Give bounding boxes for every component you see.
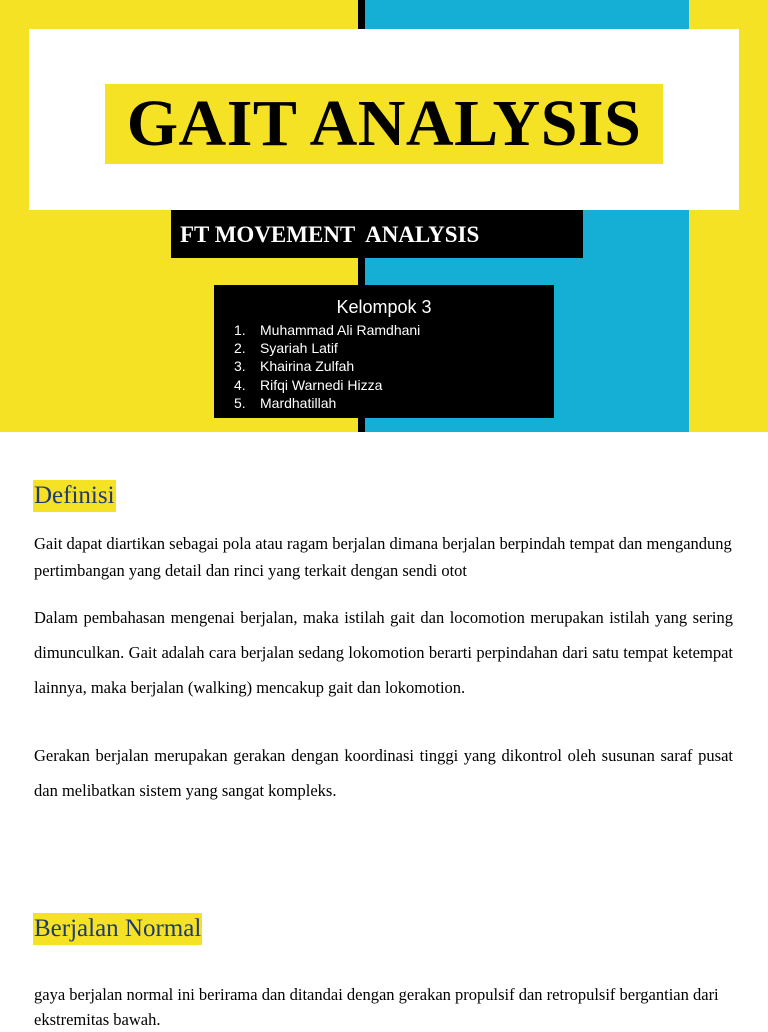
list-number: 3. [234, 358, 246, 375]
list-item [234, 357, 420, 375]
group-title: Kelompok 3 [336, 297, 432, 317]
list-item [234, 321, 420, 339]
paragraph-definition: Gait dapat diartikan sebagai pola atau ragam berjalan dimana berjalan berpindah tempat dan mengandung pertimbangan yang detail dan rinci yang terkait dengan sendi otot [34, 534, 732, 580]
member-name: Syariah Latif [260, 340, 338, 357]
member-name: Rifqi Warnedi Hizza [260, 376, 383, 393]
page-title: GAIT ANALYSIS [105, 84, 663, 164]
section-heading-berjalan-normal: Berjalan Normal [33, 913, 202, 945]
member-name: Mardhatillah [260, 394, 337, 411]
list-item [234, 376, 420, 394]
list-item [234, 394, 420, 412]
list-number: 1. [234, 322, 246, 338]
member-name: Khairina Zulfah [260, 358, 355, 375]
section-heading-definisi: Definisi [33, 480, 116, 512]
paragraph-normal-gait: gaya berjalan normal ini berirama dan ditandai dengan gerakan propulsif dan retropulsif bergantian dari ekstremitas bawah. [34, 985, 719, 1029]
paragraph-coordination: Gerakan berjalan merupakan gerakan dengan koordinasi tinggi yang dikontrol oleh susunan saraf pusat dan melibatkan sistem yang sangat kompleks. [34, 746, 733, 800]
cover-slide [0, 0, 768, 432]
list-number: 4. [234, 376, 246, 393]
list-number: 2. [234, 340, 246, 357]
subtitle: FT MOVEMENT ANALYSIS [171, 210, 583, 258]
member-name: Muhammad Ali Ramdhani [260, 322, 421, 338]
member-list [234, 321, 420, 412]
list-item [234, 339, 420, 357]
group-panel [214, 285, 554, 418]
list-number: 5. [234, 394, 246, 411]
paragraph-gait-locomotion: Dalam pembahasan mengenai berjalan, maka istilah gait dan locomotion merupakan istilah yang sering dimunculkan. Gait adalah cara berjalan sedang lokomotion berarti perpindahan dari satu tempat ketempat lainnya, maka berjalan (walking) mencakup gait dan lokomotion. [34, 608, 733, 697]
